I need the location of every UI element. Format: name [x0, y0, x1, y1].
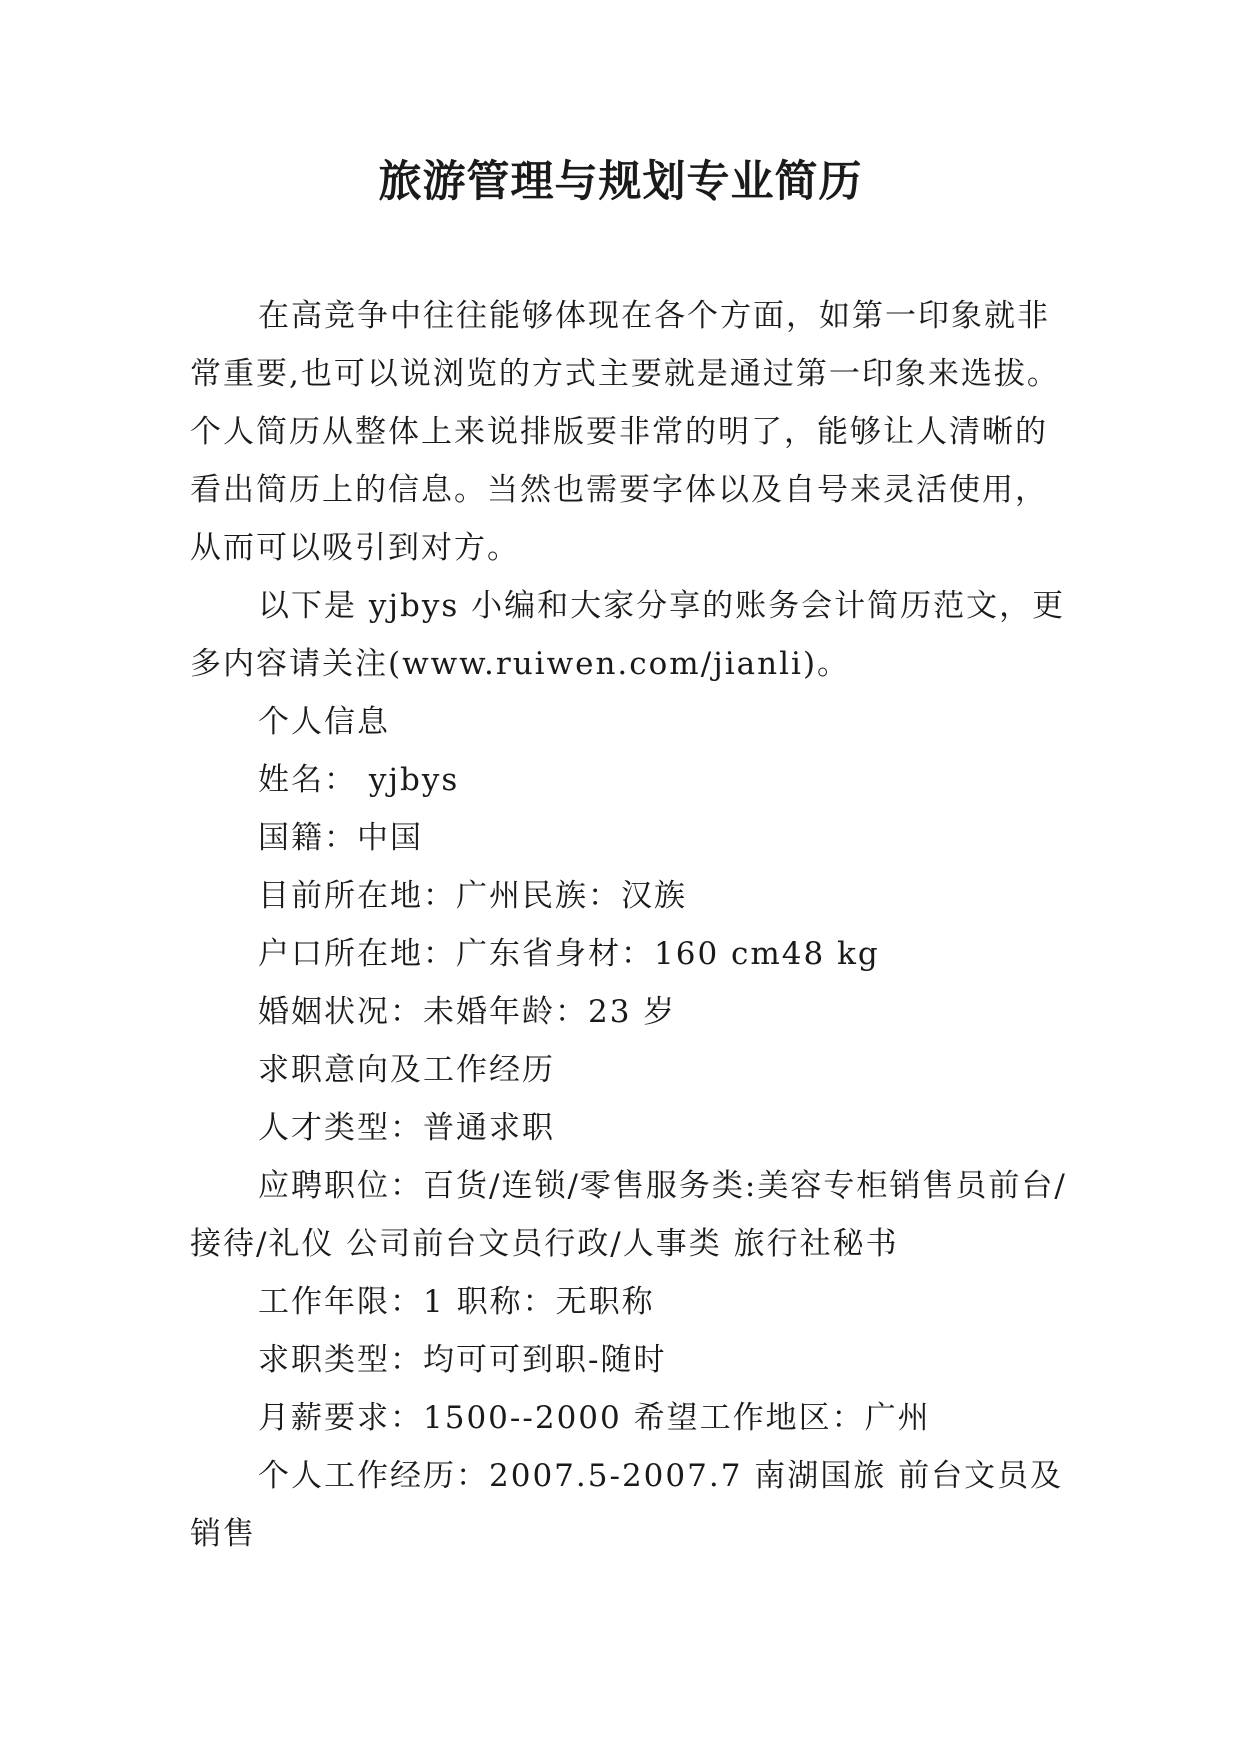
field-name: 姓名： yjbys — [258, 762, 460, 798]
field-salary-region: 月薪要求：1500--2000 希望工作地区：广州 — [258, 1400, 931, 1436]
field-positions: 应聘职位：百货/连锁/零售服务类:美容专柜销售员前台/接待/礼仪 公司前台文员行政/人事类 旅行社秘书 — [190, 1168, 1067, 1262]
field-nationality: 国籍：中国 — [258, 820, 423, 856]
field-work-history: 个人工作经历：2007.5-2007.7 南湖国旅 前台文员及销售 — [190, 1458, 1064, 1552]
field-marital-age: 婚姻状况：未婚年龄：23 岁 — [258, 994, 677, 1030]
sharing-paragraph: 以下是 yjbys 小编和大家分享的账务会计简历范文，更多内容请关注(www.ruiwen.com/jianli)。 — [190, 588, 1066, 682]
section-heading-job-intent: 求职意向及工作经历 — [258, 1052, 555, 1088]
section-heading-personal-info: 个人信息 — [258, 704, 390, 740]
intro-paragraph: 在高竞争中往往能够体现在各个方面，如第一印象就非常重要,也可以说浏览的方式主要就是通过第一印象来选拔。个人简历从整体上来说排版要非常的明了，能够让人清晰的看出简历上的信息。当然也需要字体以及自号来灵活使用，从而可以吸引到对方。 — [190, 298, 1060, 566]
document-body — [190, 287, 1070, 1563]
field-hukou-physique: 户口所在地：广东省身材：160 cm48 kg — [258, 936, 880, 972]
field-location-ethnicity: 目前所在地：广州民族：汉族 — [258, 878, 687, 914]
document-title: 旅游管理与规划专业简历 — [378, 157, 863, 207]
field-years-title: 工作年限：1 职称：无职称 — [258, 1284, 655, 1320]
field-job-type: 求职类型：均可可到职-随时 — [258, 1342, 667, 1378]
field-talent-type: 人才类型：普通求职 — [258, 1110, 555, 1146]
